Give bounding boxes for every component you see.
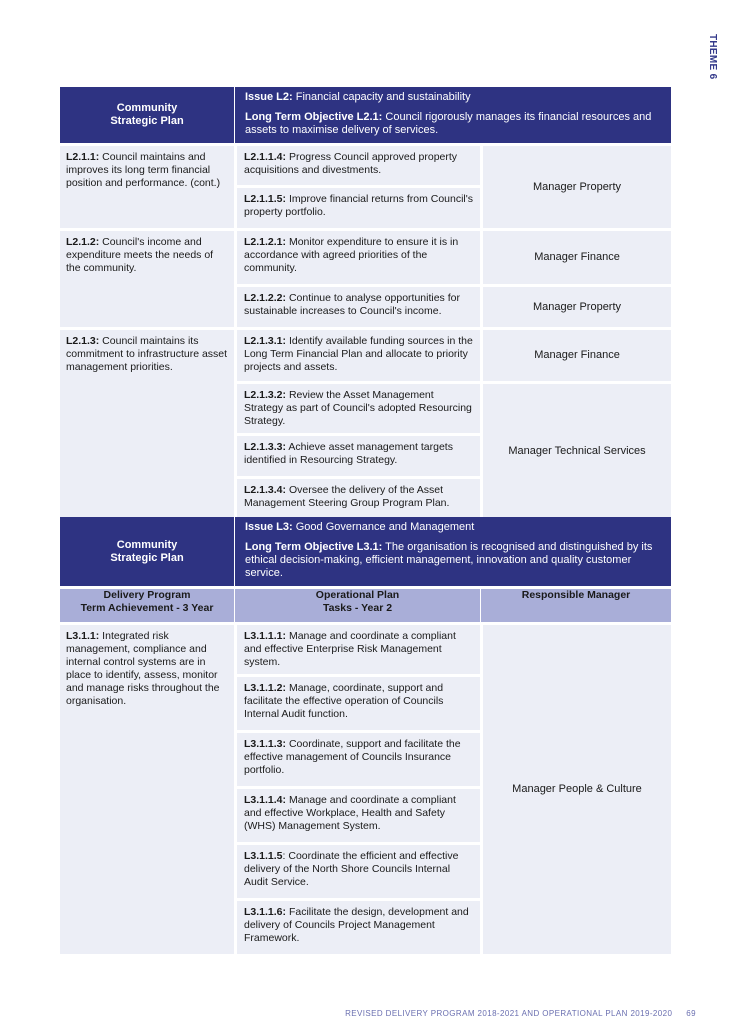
- issue-label: Issue L3:: [245, 521, 293, 533]
- responsible-manager: Manager Technical Services: [480, 381, 671, 519]
- delivery-item: L2.1.1: Council maintains and improves its long term financial position and performance. (cont.): [60, 143, 234, 228]
- task-item: L3.1.1.5: Coordinate the efficient and effective delivery of the North Shore Councils Internal Audit Service.: [234, 842, 480, 898]
- responsible-manager: Manager Property: [480, 284, 671, 327]
- responsible-manager: Manager Property: [480, 143, 671, 228]
- task-item: L3.1.1.4: Manage and coordinate a compliant and effective Workplace, Health and Safety (WHS) Management System.: [234, 786, 480, 842]
- issue-text: Financial capacity and sustainability: [292, 91, 471, 103]
- theme-tab-label: THEME 6: [707, 34, 718, 80]
- delivery-item: L3.1.1: Integrated risk management, compliance and internal control systems are in place to identify, assess, monitor and manage risks throughout the organisation.: [60, 622, 234, 954]
- responsible-manager: Manager Finance: [480, 228, 671, 284]
- footer-title: REVISED DELIVERY PROGRAM 2018-2021 AND OPERATIONAL PLAN 2019-2020: [345, 1009, 673, 1018]
- task-item: L3.1.1.3: Coordinate, support and facilitate the effective management of Councils Insurance portfolio.: [234, 730, 480, 786]
- community-strategic-plan-header: Community Strategic Plan: [60, 517, 234, 586]
- issue-label: Issue L2:: [245, 91, 293, 103]
- objective-text: The organisation is recognised and distinguished by its ethical decision-making, efficient management, innovation and quality customer service.: [245, 541, 653, 579]
- issue-text: Good Governance and Management: [292, 521, 475, 533]
- theme-tab: [700, 34, 724, 94]
- page-number: 69: [686, 1009, 696, 1018]
- task-item: L2.1.2.1: Monitor expenditure to ensure it is in accordance with agreed priorities of the community.: [234, 228, 480, 284]
- issue-objective-header: [234, 517, 671, 586]
- col-header-delivery-program: Delivery Program Term Achievement - 3 Year: [60, 586, 234, 622]
- table-issue-l2: [60, 87, 671, 519]
- col-header-operational-plan: Operational Plan Tasks - Year 2: [234, 586, 480, 622]
- objective-text: Council rigorously manages its financial resources and assets to maximise delivery of services.: [245, 111, 652, 136]
- task-item: L2.1.3.3: Achieve asset management targets identified in Resourcing Strategy.: [234, 433, 480, 476]
- col-header-responsible-manager: Responsible Manager: [480, 586, 671, 622]
- table-issue-l3: [60, 517, 671, 954]
- task-item: L3.1.1.1: Manage and coordinate a compliant and effective Enterprise Risk Management system.: [234, 622, 480, 674]
- task-item: L3.1.1.2: Manage, coordinate, support and facilitate the effective operation of Councils Internal Audit function.: [234, 674, 480, 730]
- responsible-manager: Manager Finance: [480, 327, 671, 381]
- task-item: L2.1.1.5: Improve financial returns from Council's property portfolio.: [234, 185, 480, 228]
- task-item: L3.1.1.6: Facilitate the design, development and delivery of Councils Project Management Framework.: [234, 898, 480, 954]
- issue-objective-header: [234, 87, 671, 143]
- page-footer: [345, 1009, 696, 1018]
- task-item: L2.1.3.4: Oversee the delivery of the Asset Management Steering Group Program Plan.: [234, 476, 480, 519]
- delivery-item: L2.1.2: Council's income and expenditure meets the needs of the community.: [60, 228, 234, 327]
- responsible-manager: Manager People & Culture: [480, 622, 671, 954]
- task-item: L2.1.2.2: Continue to analyse opportunities for sustainable increases to Council's income.: [234, 284, 480, 327]
- task-item: L2.1.3.1: Identify available funding sources in the Long Term Financial Plan and allocate to priority projects and assets.: [234, 327, 480, 381]
- delivery-item: L2.1.3: Council maintains its commitment to infrastructure asset management priorities.: [60, 327, 234, 519]
- community-strategic-plan-header: Community Strategic Plan: [60, 87, 234, 143]
- task-item: L2.1.1.4: Progress Council approved property acquisitions and divestments.: [234, 143, 480, 185]
- task-item: L2.1.3.2: Review the Asset Management Strategy as part of Council's adopted Resourcing Strategy.: [234, 381, 480, 433]
- objective-label: Long Term Objective L3.1:: [245, 541, 383, 553]
- objective-label: Long Term Objective L2.1:: [245, 111, 383, 123]
